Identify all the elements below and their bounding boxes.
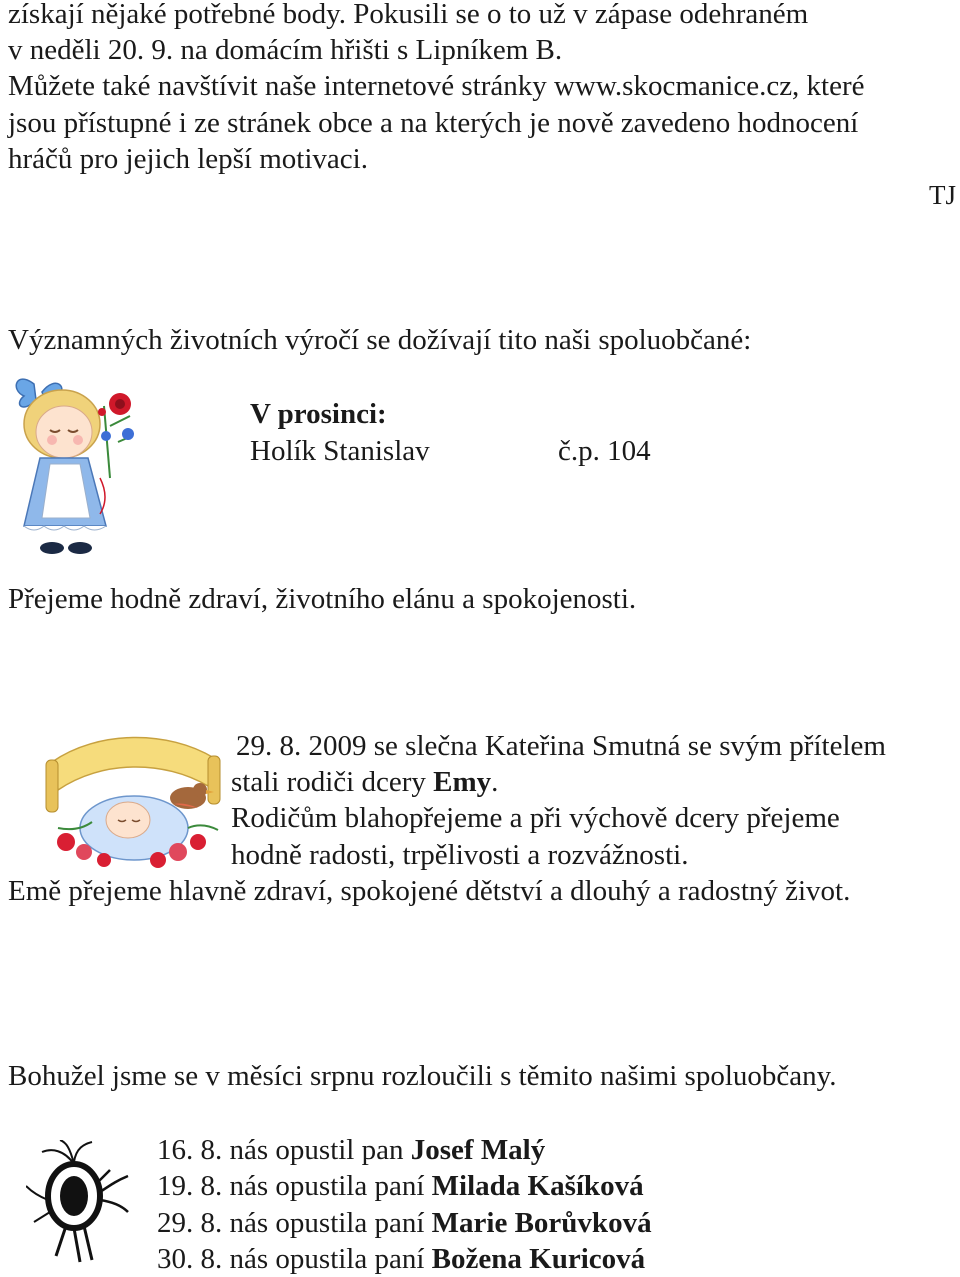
obituary-entry (157, 1132, 545, 1168)
obituary-entry-prefix: 30. 8. nás opustila paní (157, 1243, 432, 1275)
parents-suffix: . (491, 766, 499, 798)
anniversary-wish: Přejeme hodně zdraví, životního elánu a spokojenosti. (8, 583, 637, 615)
obituary-entry (157, 1205, 652, 1241)
baby-name: Emy (433, 766, 492, 798)
obituary-entry-name: Milada Kašíková (431, 1170, 644, 1202)
birth-parents-line (231, 764, 498, 800)
baby-banner-illustration (38, 724, 228, 874)
obituary-entry (157, 1241, 645, 1277)
baby-wish: Emě přejeme hlavně zdraví, spokojené dětství a dlouhý a radostný život. (8, 875, 851, 907)
candle-mourning-illustration (26, 1140, 130, 1264)
birth-wish-line-1: Rodičům blahopřejeme a při výchově dcery přejeme (231, 802, 840, 834)
month-label: V prosinci: (250, 398, 387, 430)
obituary-entry-name: Božena Kuricová (431, 1243, 646, 1275)
obituary-heading: Bohužel jsme se v měsíci srpnu rozloučili s těmito našimi spoluobčany. (8, 1060, 837, 1092)
obituary-entry-prefix: 29. 8. nás opustila paní (157, 1207, 432, 1239)
birth-wish-line-2: hodně radosti, trpělivosti a rozvážnosti. (231, 839, 689, 871)
obituary-entry (157, 1168, 644, 1204)
intro-line-2: v neděli 20. 9. na domácím hřišti s Lipníkem B. (8, 34, 563, 66)
obituary-entry-name: Marie Borůvková (431, 1207, 652, 1239)
signature: TJ (929, 180, 956, 210)
person-house-number: č.p. 104 (558, 435, 651, 467)
person-name: Holík Stanislav (250, 435, 430, 467)
intro-line-4: jsou přístupné i ze stránek obce a na kterých je nově zavedeno hodnocení (8, 107, 859, 139)
parents-prefix: stali rodiči dcery (231, 766, 434, 798)
intro-line-1: získají nějaké potřebné body. Pokusili se o to už v zápase odehraném (8, 0, 809, 30)
birth-date-line: 29. 8. 2009 se slečna Kateřina Smutná se svým přítelem (236, 730, 886, 762)
girl-with-flowers-illustration (6, 366, 146, 556)
obituary-entry-name: Josef Malý (410, 1134, 546, 1166)
obituary-entry-prefix: 19. 8. nás opustila paní (157, 1170, 432, 1202)
intro-line-5: hráčů pro jejich lepší motivaci. (8, 143, 368, 175)
intro-line-3: Můžete také navštívit naše internetové stránky www.skocmanice.cz, které (8, 70, 865, 102)
obituary-entry-prefix: 16. 8. nás opustil pan (157, 1134, 411, 1166)
anniversary-heading: Významných životních výročí se dožívají tito naši spoluobčané: (8, 324, 752, 356)
